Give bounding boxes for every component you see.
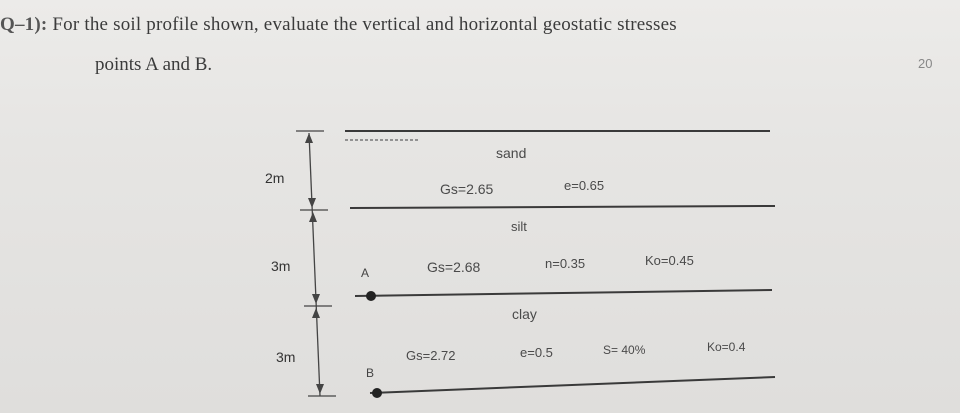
clay-gs: Gs=2.72: [406, 348, 456, 363]
question-number: Q–1):: [0, 14, 48, 35]
silt-layer-name: silt: [511, 219, 527, 234]
arrow-3-bottom: [316, 384, 324, 394]
sand-silt-boundary: [350, 206, 775, 208]
arrow-1-bottom: [308, 198, 316, 208]
arrow-2-top: [309, 212, 317, 222]
point-a-dot: [366, 291, 376, 301]
arrow-3-top: [312, 308, 320, 318]
point-b-dot: [372, 388, 382, 398]
question-line-2: points A and B.: [95, 54, 213, 75]
silt-gs: Gs=2.68: [427, 259, 481, 275]
sand-layer-name: sand: [496, 145, 527, 161]
silt-thickness-label: 3m: [271, 258, 291, 274]
silt-n: n=0.35: [545, 256, 586, 271]
dimension-line: [309, 133, 320, 396]
sand-thickness-label: 2m: [265, 170, 285, 186]
sand-gs: Gs=2.65: [440, 181, 494, 197]
clay-s: S= 40%: [603, 343, 646, 357]
clay-e: e=0.5: [520, 345, 553, 360]
clay-layer-name: clay: [512, 306, 537, 322]
arrow-1-top: [305, 133, 313, 143]
point-a-label: A: [361, 266, 370, 280]
silt-ko: Ko=0.45: [645, 253, 694, 268]
clay-thickness-label: 3m: [276, 349, 296, 365]
clay-bottom-line: [370, 377, 775, 393]
clay-ko: Ko=0.4: [707, 340, 746, 354]
question-line-1: For the soil profile shown, evaluate the vertical and horizontal geostatic stresses: [52, 14, 677, 35]
arrow-2-bottom: [312, 294, 320, 304]
point-b-label: B: [366, 366, 375, 380]
page-mark: 20: [918, 56, 933, 71]
sand-e: e=0.65: [564, 178, 605, 193]
silt-clay-boundary: [355, 290, 772, 296]
